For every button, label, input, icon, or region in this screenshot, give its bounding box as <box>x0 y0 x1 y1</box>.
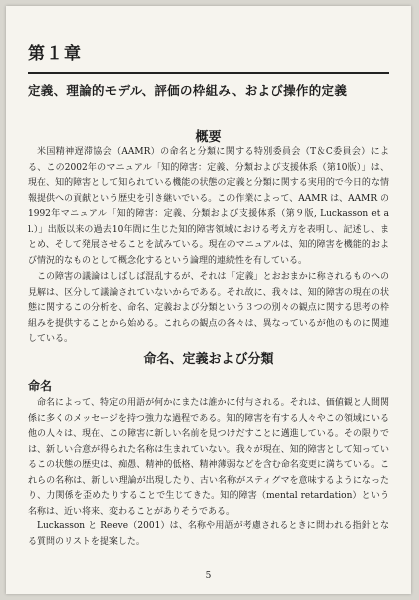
book-page <box>6 6 411 594</box>
naming-paragraph-1: 命名によって、特定の用語が何かにまたは誰かに付与される。それは、価値観と人間関係に多くのメッセージを持つ強力な過程である。知的障害を有する人々やこの領域にいる他の人々は、現在、この障害に新しい名前を見つけだすことに邁進している。その限りでは、新しい合意が得られた名称は生まれていない。我々が現在、知的障害として知っているこの状態の歴史は、痴愚、精神的低格、精神薄弱などを含む命名変更に満ちている。これらの名称は、新しい理論が出現したり、古い名称がスティグマを意味するようになったり、力関係を歪めたりすることで生じてきた。知的障害（mental retardation）という名称は、近い将来、変わることがありそうである。 <box>28 398 389 517</box>
naming-subheading: 命名 <box>28 379 53 393</box>
page-number: 5 <box>205 571 212 581</box>
chapter-divider <box>28 72 389 74</box>
overview-heading: 概要 <box>195 130 222 145</box>
overview-paragraph-2: この障害の議論はしばしば混乱するが、それは「定義」とおおまかに称されるものへの見解は、区分して議論されていないからである。それ故に、我々は、知的障害の現在の状態に関するこの分析を、命名、定義および分類という３つの別々の観点に関する思考の枠組みを提供することから始める。これらの観点の各々は、異なっているが他のものに関連している。 <box>28 272 389 344</box>
chapter-subtitle: 定義、理論的モデル、評価の枠組み、および操作的定義 <box>28 83 348 98</box>
overview-paragraph-1: 米国精神遅滞協会（AAMR）の命名と分類に関する特別委員会（T＆C委員会）による、この2002年のマニュアル「知的障害：定義、分類および支援体系（第10版）」は、現在、知的障害として知られている機能の状態の定義と分類に関する実用的で今日的な情報提供への貢献という歴史を引き継いでいる。この作業によって、AAMR は、AAMR の1992年マニュアル「知的障害：定義、分類および支援体系（第９版, Luckasson et al.）」出版以来の過去10年間に生じた知的障害領域における考え方を表明し、記述し、まとめ、そして発展させることを試みている。現在のマニュアルは、知的障害を機能的および情況的なものとして概念化するという論理的連続性を有している。 <box>28 147 389 266</box>
chapter-title: 第１章 <box>28 44 82 64</box>
section-heading: 命名、定義および分類 <box>143 352 274 367</box>
naming-paragraph-2: Luckasson と Reeve（2001）は、名称や用語が考慮されるときに問われる指針となる質問のリストを提案した。 <box>28 521 389 547</box>
